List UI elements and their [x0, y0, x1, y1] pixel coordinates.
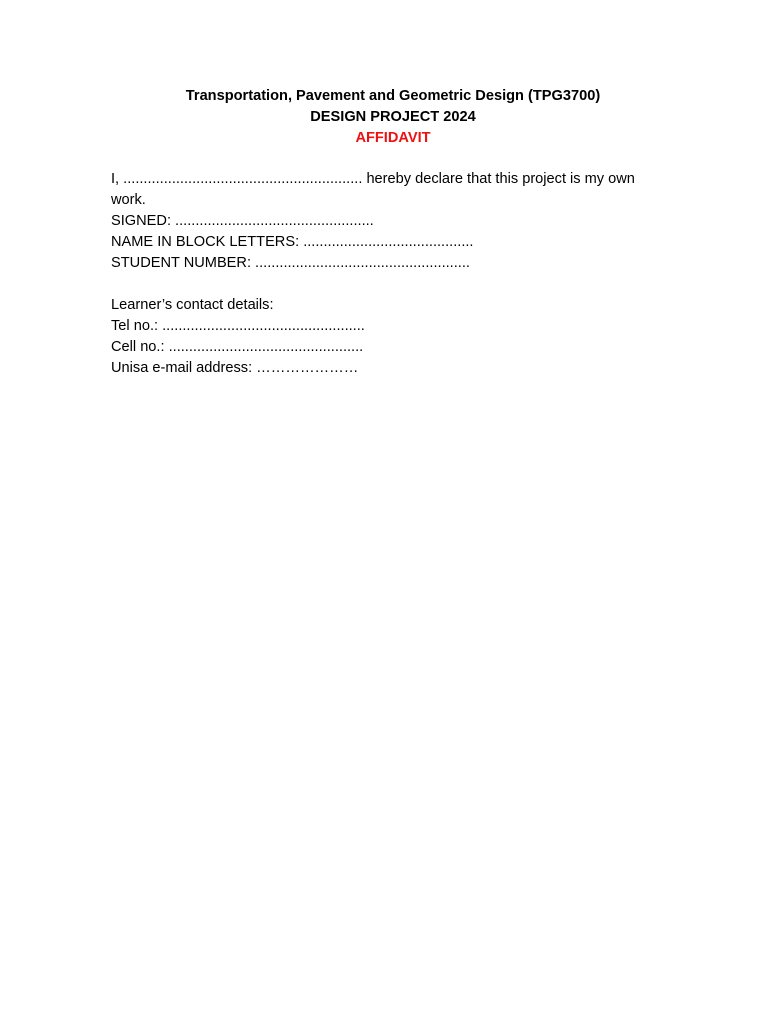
signed-field: SIGNED: .................................................: [111, 213, 374, 229]
declaration-line: I, ........................................................... hereby declare that this project is my own: [111, 171, 635, 187]
email-field: Unisa e-mail address: …………………: [111, 360, 359, 376]
name-block-letters-field: NAME IN BLOCK LETTERS: ..........................................: [111, 234, 474, 250]
contact-details-heading: Learner’s contact details:: [111, 297, 274, 313]
affidavit-body: [111, 169, 681, 379]
affidavit-title: AFFIDAVIT: [355, 130, 431, 146]
tel-field: Tel no.: ..................................................: [111, 318, 365, 334]
project-title: DESIGN PROJECT 2024: [310, 109, 476, 125]
document-header: [0, 86, 768, 149]
cell-field: Cell no.: ................................................: [111, 339, 364, 355]
declaration-line-continued: work.: [111, 192, 146, 208]
course-title: Transportation, Pavement and Geometric Design (TPG3700): [185, 88, 601, 104]
student-number-field: STUDENT NUMBER: .....................................................: [111, 255, 470, 271]
spacer: [111, 274, 681, 295]
